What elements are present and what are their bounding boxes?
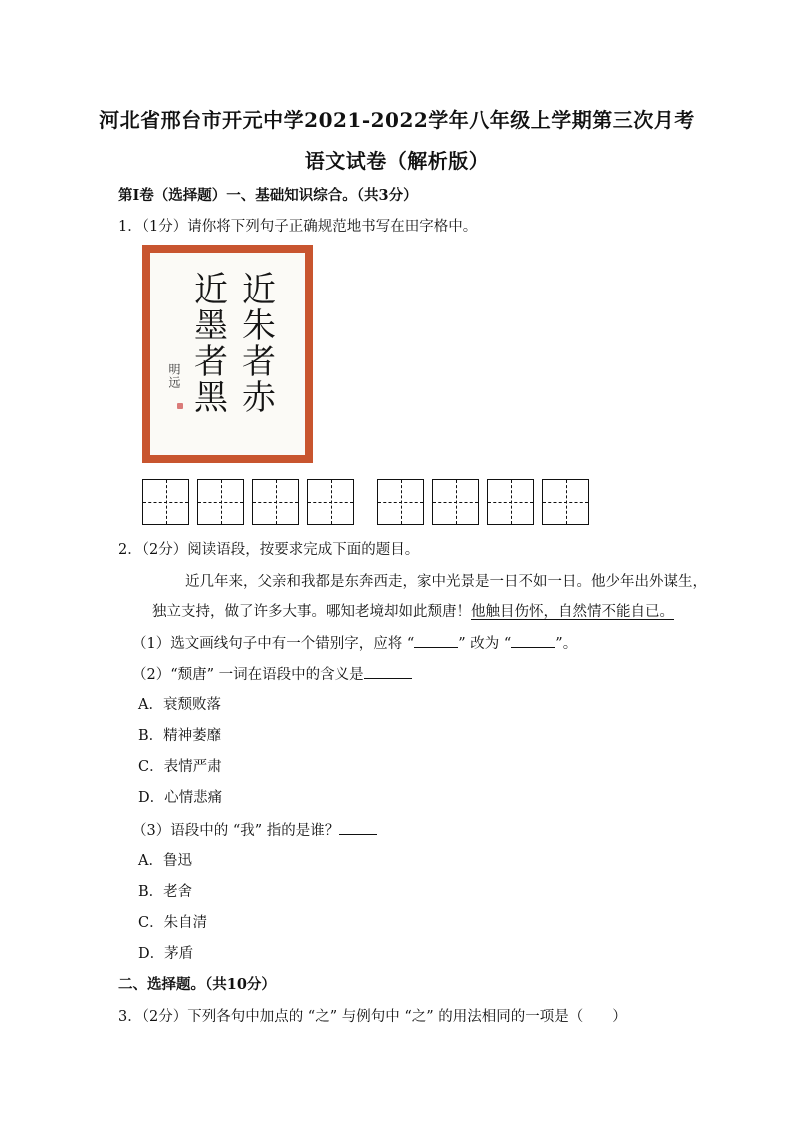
- calligraphy-paper: [150, 253, 305, 455]
- exam-subtitle: 语文试卷（解析版）: [304, 149, 490, 173]
- sub1-text-b: ” 改为 “: [458, 636, 512, 652]
- passage-plain-text: 独立支持，做了许多大事。哪知老境却如此颓唐！: [152, 604, 471, 620]
- q2-sub3: [132, 820, 377, 841]
- sub3-option-a[interactable]: A．鲁迅: [138, 853, 192, 869]
- q2-sub1: [132, 633, 577, 654]
- tianzi-grid-1[interactable]: [142, 479, 189, 525]
- sub2-option-a[interactable]: A．衰颓败落: [138, 697, 221, 713]
- q3-prompt: 3．（2分）下列各句中加点的 “之” 与例句中 “之” 的用法相同的一项是（ ）: [118, 1009, 627, 1025]
- tianzi-grid-6[interactable]: [432, 479, 479, 525]
- sub2-option-c[interactable]: C．表情严肃: [138, 759, 222, 775]
- sub1-text-c: ”。: [555, 636, 578, 652]
- sub2-option-b[interactable]: B．精神萎靡: [138, 728, 222, 744]
- tianzi-grid-3[interactable]: [252, 479, 299, 525]
- calligraphy-image: [142, 245, 313, 463]
- calligraphy-signature: 明远: [167, 363, 181, 389]
- tianzi-grid-7[interactable]: [487, 479, 534, 525]
- q2-sub2: [132, 664, 412, 685]
- section1-heading: 第Ⅰ卷（选择题）一、基础知识综合。（共3分）: [118, 187, 418, 204]
- sub3-text: （3）语段中的 “我” 指的是谁？: [132, 823, 340, 839]
- tianzi-grid-5[interactable]: [377, 479, 424, 525]
- calligraphy-right-column: 近朱者赤: [235, 271, 276, 415]
- sub2-text: （2）“颓唐” 一词在语段中的含义是: [132, 667, 364, 683]
- sub2-answer-blank[interactable]: [364, 664, 412, 679]
- tianzi-grid-4[interactable]: [307, 479, 354, 525]
- q2-prompt: 2．（2分）阅读语段，按要求完成下面的题目。: [118, 542, 420, 558]
- section2-heading: 二、选择题。（共10分）: [118, 976, 276, 993]
- q1-prompt: 1．（1分）请你将下列句子正确规范地书写在田字格中。: [118, 219, 478, 235]
- passage-underlined-sentence: 他触目伤怀，自然情不能自已。: [471, 604, 674, 620]
- sub1-text-a: （1）选文画线句子中有一个错别字，应将 “: [132, 636, 415, 652]
- sub3-option-b[interactable]: B．老舍: [138, 884, 193, 900]
- calligraphy-seal: [177, 403, 183, 409]
- sub2-option-d[interactable]: D．心情悲痛: [138, 790, 223, 806]
- q2-passage-line2: [152, 602, 674, 622]
- sub1-answer-blank-2[interactable]: [511, 633, 555, 648]
- calligraphy-left-column: 近墨者黑: [187, 271, 228, 415]
- q2-passage-line1: 近几年来，父亲和我都是东奔西走，家中光景是一日不如一日。他少年出外谋生，: [185, 574, 707, 590]
- sub3-option-c[interactable]: C．朱自清: [138, 915, 208, 931]
- exam-title: 河北省邢台市开元中学2021-2022学年八年级上学期第三次月考: [99, 108, 695, 132]
- tianzi-grid-2[interactable]: [197, 479, 244, 525]
- sub1-answer-blank-1[interactable]: [414, 633, 458, 648]
- sub3-answer-blank[interactable]: [339, 820, 377, 835]
- tianzi-grid-8[interactable]: [542, 479, 589, 525]
- sub3-option-d[interactable]: D．茅盾: [138, 946, 194, 962]
